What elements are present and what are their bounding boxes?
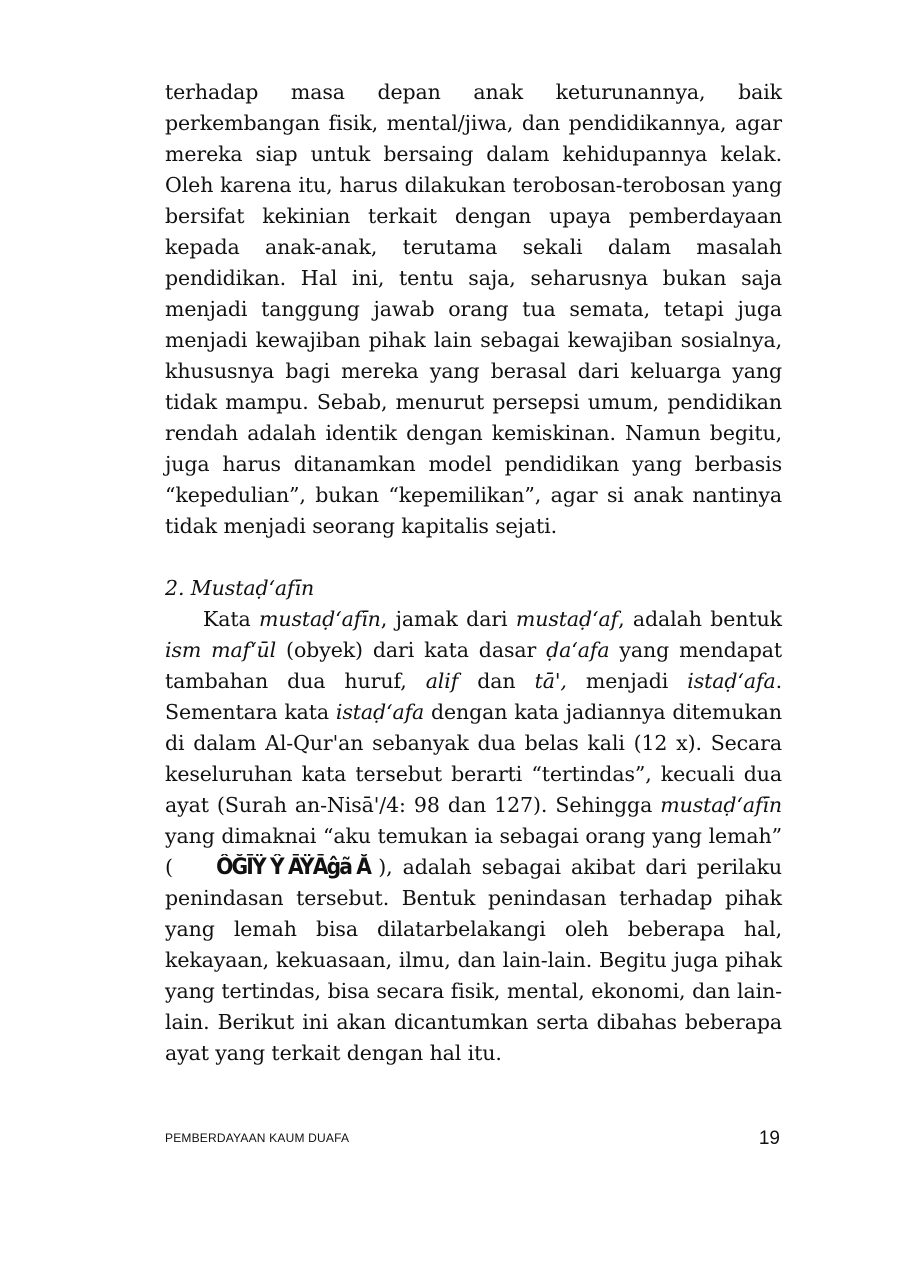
section-heading: 2. Mustaḍ‘afīn — [165, 576, 315, 600]
text-run: dan — [458, 669, 535, 693]
text-run: , jamak dari — [380, 607, 516, 631]
text-run: yang dimaknai “aku temukan ia sebagai orang yang lemah” ( — [165, 824, 782, 879]
text-run: . Sementara kata — [165, 669, 782, 724]
text-run: (obyek) dari kata dasar — [276, 638, 547, 662]
body-text — [165, 77, 782, 1069]
italic-term: istaḍ‘afa — [687, 669, 776, 693]
italic-term: ism maf‘ūl — [165, 638, 277, 662]
italic-term: mustaḍ‘afīn — [660, 793, 782, 817]
text-run: , adalah bentuk — [618, 607, 783, 631]
text-run: yang mendapat tambahan dua huruf, — [165, 638, 782, 693]
italic-term: ḍa‘afa — [546, 638, 610, 662]
paragraph-mustadafin — [165, 604, 782, 1069]
text-run: menjadi — [566, 669, 688, 693]
text-run: Kata — [203, 607, 260, 631]
running-footer-title: PEMBERDAYAAN KAUM DUAFA — [165, 1131, 350, 1145]
page-number: 19 — [758, 1128, 780, 1149]
italic-term: mustaḍ‘afīn — [259, 607, 381, 631]
arabic-glyphs: ÔĞĪŸ Ŷ ĀŸĀĝã Ă — [216, 855, 370, 880]
italic-term: mustaḍ‘af — [515, 607, 619, 631]
italic-term: alif — [425, 669, 459, 693]
italic-term: tā', — [534, 669, 567, 693]
italic-term: istaḍ‘afa — [335, 700, 425, 724]
text-run: ), adalah sebagai akibat dari perilaku penindasan tersebut. Bentuk penindasan terhadap pihak yang lemah bisa dilatarbelakangi oleh beberapa hal, kekayaan, kekuasaan, ilmu, dan lain-lain. Begitu juga pihak yang tertindas, bisa secara fisik, mental, ekonomi, dan lain-lain. Berikut ini akan dicantumkan serta dibahas beberapa ayat yang terkait dengan hal itu. — [165, 855, 782, 1065]
paragraph-continuation: terhadap masa depan anak keturunannya, baik perkembangan fisik, mental/jiwa, dan pendidikannya, agar mereka siap untuk bersaing dalam kehidupannya kelak. Oleh karena itu, harus dilakukan terobosan-terobosan yang bersifat kekinian terkait dengan upaya pemberdayaan kepada anak-anak, terutama sekali dalam masalah pendidikan. Hal ini, tentu saja, seharusnya bukan saja menjadi tanggung jawab orang tua semata, tetapi juga menjadi kewajiban pihak lain sebagai kewajiban sosialnya, khususnya bagi mereka yang berasal dari keluarga yang tidak mampu. Sebab, menurut persepsi umum, pendidikan rendah adalah identik dengan kemiskinan. Namun begitu, juga harus ditanamkan model pendidikan yang berbasis “kepedulian”, bukan “kepemilikan”, agar si anak nantinya tidak menjadi seorang kapitalis sejati. — [165, 80, 782, 538]
text-run: dengan kata jadiannya ditemukan di dalam Al-Qur'an sebanyak dua belas kali (12 x). Secara keseluruhan kata tersebut berarti “tertindas”, kecuali dua ayat (Surah an-Nisā'/4: 98 dan 127). Sehingga — [165, 700, 782, 817]
